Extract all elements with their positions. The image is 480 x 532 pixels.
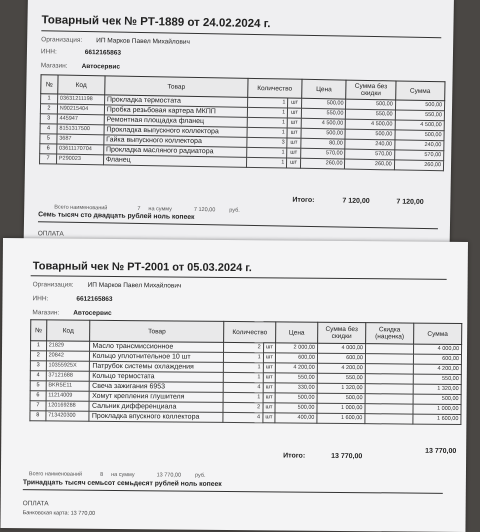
- item-price: 600,00: [276, 353, 318, 363]
- col-header-sum-no-discount: Сумма без скидки: [346, 80, 396, 100]
- payment-label: ОПЛАТА: [37, 230, 64, 238]
- item-quantity: 1: [248, 97, 288, 108]
- items-count-line: [29, 471, 206, 479]
- item-sum: 240,00: [395, 140, 444, 151]
- row-number: 3: [40, 114, 57, 124]
- count-currency: руб.: [195, 472, 206, 479]
- count-currency: руб.: [229, 207, 240, 214]
- item-sum: 550,00: [395, 110, 444, 121]
- item-price: 4 200,00: [276, 363, 318, 373]
- col-header-item: Товар: [104, 76, 248, 97]
- row-number: 6: [30, 391, 46, 401]
- total-label: Итого:: [283, 452, 306, 460]
- item-code: 445947: [57, 114, 104, 125]
- item-name: Ремонтная площадка фланец: [104, 115, 247, 127]
- total-label: Итого:: [292, 196, 315, 205]
- row-number: 5: [30, 381, 46, 391]
- item-sum: 260,00: [394, 160, 443, 171]
- item-code: 11214009: [46, 391, 90, 401]
- item-name: Свеча зажигания 6953: [90, 381, 224, 392]
- store-value: Автосервис: [81, 62, 121, 71]
- item-sum: 500,00: [413, 394, 461, 404]
- item-name: Пробка резьбовая картера МКПП: [104, 105, 247, 117]
- count-value: 8: [100, 471, 104, 478]
- item-unit: шт: [263, 343, 276, 353]
- payment-line: Банковская карта: 13 770,00: [22, 510, 96, 517]
- item-sum-no-discount: 500,00: [317, 393, 365, 403]
- item-sum: 1 320,00: [413, 384, 461, 394]
- item-discount: [365, 384, 413, 394]
- col-header-price: Цена: [276, 322, 318, 343]
- item-name: Сальник дифференциала: [89, 401, 223, 412]
- col-header-number: №: [41, 75, 58, 94]
- item-price: 330,00: [275, 383, 317, 393]
- item-sum-no-discount: 4 500,00: [346, 119, 395, 130]
- item-code: 8151317500: [57, 124, 104, 135]
- inn-label: ИНН:: [32, 295, 49, 303]
- item-quantity: 1: [247, 127, 287, 138]
- item-quantity: 1: [223, 392, 263, 402]
- item-quantity: 4: [223, 412, 263, 422]
- item-price: 500,00: [275, 393, 317, 403]
- row-number: 4: [30, 371, 46, 381]
- item-sum-no-discount: 600,00: [317, 353, 365, 363]
- item-sum-no-discount: 1 600,00: [317, 413, 365, 423]
- item-price: 2 000,00: [276, 343, 318, 353]
- count-sum: 13 770,00: [156, 472, 182, 479]
- count-sum: 7 120,00: [193, 206, 216, 214]
- row-number: 6: [40, 144, 57, 154]
- item-discount: [365, 364, 413, 374]
- receipt-title: Товарный чек № РТ-1889 от 24.02.2024 г.: [41, 14, 271, 31]
- inn-row: [32, 295, 112, 303]
- item-unit: шт: [287, 148, 301, 158]
- item-unit: шт: [263, 393, 276, 403]
- item-sum: 550,00: [413, 374, 461, 384]
- item-sum-no-discount: 260,00: [345, 159, 394, 170]
- item-sum-no-discount: 500,00: [345, 129, 394, 140]
- col-header-quantity: Количество: [224, 321, 276, 342]
- item-discount: [365, 354, 413, 364]
- row-number: 1: [31, 341, 47, 351]
- item-sum: 1 600,00: [413, 414, 461, 424]
- item-quantity: 1: [246, 157, 286, 168]
- total-sum: 13 770,00: [425, 447, 457, 455]
- item-name: Хомут крепления глушителя: [90, 391, 224, 402]
- count-value: 7: [137, 205, 141, 212]
- col-header-code: Код: [46, 320, 90, 341]
- items-table: [39, 74, 446, 171]
- item-quantity: 2: [223, 402, 263, 412]
- item-unit: шт: [263, 403, 276, 413]
- item-price: 570,00: [300, 148, 345, 159]
- item-discount: [365, 344, 413, 354]
- item-quantity: 1: [247, 117, 287, 128]
- item-unit: шт: [263, 353, 276, 363]
- item-code: BKR5E11: [46, 381, 90, 391]
- item-discount: [365, 394, 413, 404]
- row-number: 4: [40, 124, 57, 134]
- item-unit: шт: [263, 363, 276, 373]
- item-unit: шт: [287, 128, 301, 138]
- col-header-quantity: Количество: [248, 78, 302, 98]
- item-price: 500,00: [301, 128, 346, 139]
- item-sum-no-discount: 550,00: [346, 109, 395, 120]
- store-value: Автосервис: [73, 309, 112, 317]
- item-unit: шт: [287, 118, 301, 128]
- item-name: Прокладка масляного радиатора: [103, 145, 246, 157]
- item-price: 550,00: [275, 373, 317, 383]
- store-label: Магазин:: [32, 309, 60, 317]
- col-header-price: Цена: [301, 79, 346, 99]
- total-sum: 7 120,00: [396, 198, 424, 206]
- item-sum-no-discount: 4 000,00: [317, 343, 365, 353]
- item-unit: шт: [287, 138, 301, 148]
- store-row: [41, 62, 120, 70]
- words-divider: [38, 221, 438, 229]
- total-no-discount: 7 120,00: [342, 197, 370, 205]
- item-code: N90215404: [57, 104, 104, 115]
- row-number: 1: [41, 94, 58, 104]
- count-label: Всего наименований: [54, 204, 108, 212]
- item-discount: [365, 374, 413, 384]
- item-quantity: 1: [247, 147, 287, 158]
- item-sum: 500,00: [395, 100, 444, 111]
- receipt-2: [0, 238, 468, 532]
- row-number: 2: [30, 351, 46, 361]
- row-number: 7: [30, 401, 46, 411]
- item-name: Фланец: [103, 155, 246, 167]
- item-sum-no-discount: 570,00: [345, 149, 394, 160]
- item-sum: 1 000,00: [413, 404, 461, 414]
- col-header-sum: Сумма: [414, 323, 462, 344]
- count-sum-label: на сумму: [111, 471, 135, 479]
- item-price: 550,00: [301, 108, 346, 119]
- item-price: 260,00: [300, 158, 345, 169]
- item-name: Кольцо уплотнительное 10 шт: [90, 351, 224, 362]
- items-table: [29, 319, 462, 425]
- item-sum-no-discount: 4 200,00: [317, 363, 365, 373]
- col-header-item: Товар: [90, 320, 224, 342]
- col-header-sum-no-discount: Сумма без скидки: [318, 322, 366, 343]
- item-price: 500,00: [275, 403, 317, 413]
- item-quantity: 1: [223, 352, 263, 362]
- inn-row: [41, 48, 121, 56]
- item-code: 10355925X: [46, 361, 90, 371]
- item-sum-no-discount: 550,00: [317, 373, 365, 383]
- count-sum-label: на сумму: [148, 206, 172, 213]
- count-label: Всего наименований: [28, 471, 83, 478]
- amount-in-words: Семь тысяч сто двадцать рублей ноль копеек: [38, 211, 195, 221]
- item-quantity: 1: [247, 107, 287, 118]
- item-code: 3687: [57, 134, 104, 145]
- item-sum-no-discount: 240,00: [345, 139, 394, 150]
- item-code: 20842: [46, 351, 90, 361]
- row-number: 3: [30, 361, 46, 371]
- item-code: 03611170704: [56, 144, 103, 155]
- store-label: Магазин:: [40, 62, 68, 70]
- item-unit: шт: [263, 383, 276, 393]
- receipt-1: [24, 0, 454, 249]
- amount-in-words: Тринадцать тысяч семьсот семьдесят рублей ноль копеек: [22, 479, 222, 488]
- item-name: Прокладка впускного коллектора: [89, 411, 223, 422]
- item-quantity: 4: [223, 382, 263, 392]
- org-label: Организация:: [32, 281, 74, 289]
- item-discount: [365, 404, 413, 414]
- item-code: P290023: [56, 154, 103, 165]
- item-sum: 600,00: [413, 354, 461, 364]
- row-number: 5: [40, 134, 57, 144]
- inn-value: 6612165863: [76, 295, 113, 303]
- col-header-code: Код: [58, 75, 105, 95]
- item-quantity: 1: [223, 362, 263, 372]
- item-sum-no-discount: 500,00: [346, 99, 395, 110]
- store-row: [32, 309, 111, 317]
- item-sum: 570,00: [394, 150, 443, 161]
- item-unit: шт: [263, 373, 276, 383]
- org-label: Организация:: [41, 36, 83, 44]
- item-name: Патрубок системы охлаждения: [90, 361, 224, 372]
- item-quantity: 1: [223, 372, 263, 382]
- organization-row: [41, 36, 190, 46]
- item-sum-no-discount: 1 000,00: [317, 403, 365, 413]
- organization-row: [33, 281, 182, 289]
- title-divider: [31, 275, 447, 280]
- words-divider: [23, 489, 443, 494]
- inn-value: 6612165863: [84, 49, 122, 57]
- row-number: 8: [30, 411, 46, 421]
- item-price: 4 500,00: [301, 118, 346, 129]
- item-sum: 4 200,00: [413, 364, 461, 374]
- org-value: ИП Марков Павел Михайлович: [87, 281, 182, 290]
- item-quantity: 3: [247, 137, 287, 148]
- item-sum: 4 500,00: [395, 120, 444, 131]
- item-name: Масло трансмиссионное: [90, 341, 224, 352]
- item-code: 21829: [46, 341, 90, 351]
- col-header-number: №: [31, 320, 47, 341]
- row-number: 7: [40, 154, 57, 164]
- item-price: 500,00: [301, 98, 346, 109]
- item-code: 120169288: [46, 401, 90, 411]
- col-header-discount: Скидка (наценка): [366, 323, 414, 344]
- item-unit: шт: [263, 413, 276, 423]
- receipt-title: Товарный чек № РТ-2001 от 05.03.2024 г.: [32, 260, 252, 275]
- item-name: Гайка выпускного коллектора: [104, 135, 247, 147]
- item-price: 400,00: [275, 413, 317, 423]
- item-discount: [365, 414, 413, 424]
- item-unit: шт: [288, 98, 302, 108]
- item-name: Прокладка выпускного коллектора: [104, 125, 247, 137]
- item-name: Кольцо термостата: [90, 371, 224, 382]
- item-quantity: 2: [224, 342, 264, 352]
- item-sum: 500,00: [395, 130, 444, 141]
- item-name: Прокладка термостата: [104, 95, 247, 107]
- item-sum: 4 000,00: [413, 344, 461, 354]
- org-value: ИП Марков Павел Михайлович: [96, 37, 190, 46]
- item-unit: шт: [288, 108, 302, 118]
- inn-label: ИНН:: [40, 48, 57, 56]
- item-code: 713420300: [46, 411, 90, 421]
- item-unit: шт: [287, 158, 301, 168]
- item-code: 37121688: [46, 371, 90, 381]
- item-code: 03631211198: [57, 94, 104, 105]
- total-no-discount: 13 770,00: [331, 452, 363, 461]
- col-header-sum: Сумма: [395, 81, 445, 101]
- item-price: 80,00: [301, 138, 346, 149]
- row-number: 2: [40, 104, 57, 114]
- payment-label: ОПЛАТА: [22, 500, 49, 508]
- item-sum-no-discount: 1 320,00: [317, 383, 365, 393]
